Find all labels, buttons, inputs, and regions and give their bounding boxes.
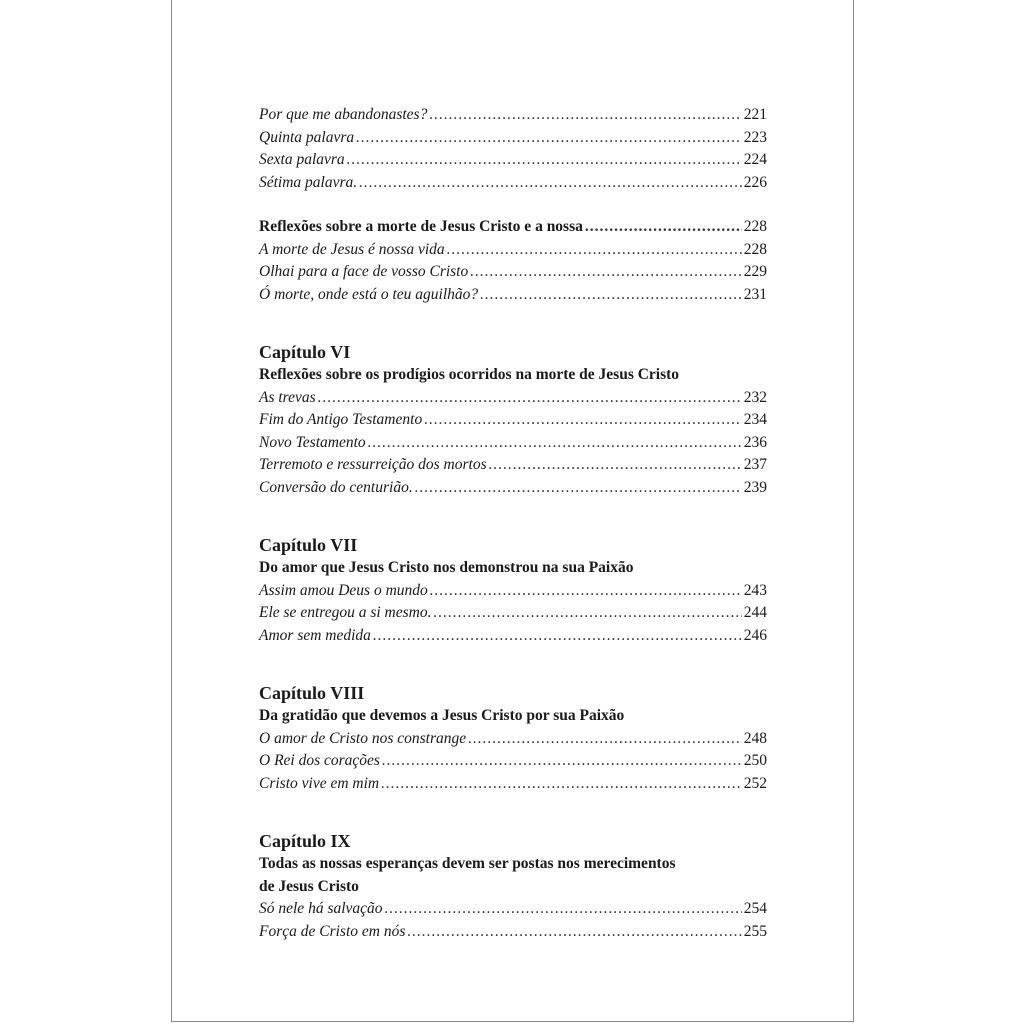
toc-leader-dots: [318, 387, 742, 410]
toc-entry-page: 224: [743, 151, 767, 168]
toc-entry-title: Novo Testamento: [259, 433, 366, 451]
toc-entry-page: 250: [743, 752, 767, 769]
toc-entry: [259, 750, 767, 773]
toc-leader-dots: [447, 239, 742, 262]
toc-entry-title: Ele se entregou a si mesmo.: [259, 604, 432, 621]
toc-entry: [259, 580, 767, 603]
toc-entry: [259, 773, 767, 796]
toc-section-heading: [259, 216, 767, 239]
toc-entry: [259, 409, 767, 432]
toc-entry: [259, 284, 767, 307]
toc-entry: [259, 387, 767, 410]
chapter-title: Todas as nossas esperanças devem ser postas nos merecimentos: [259, 855, 676, 872]
toc-entry-page: 226: [743, 173, 767, 191]
chapter-label: Capítulo VIII: [259, 683, 365, 703]
toc-entry-title: Fim do Antigo Testamento: [259, 411, 423, 428]
toc-entry-title: O amor de Cristo nos constrange: [259, 729, 467, 747]
toc-entry-title: Sétima palavra.: [259, 173, 358, 191]
toc-entry-title: Conversão do centurião.: [259, 478, 413, 496]
toc-entry-page: 234: [743, 411, 767, 428]
toc-entry-title: Só nele há salvação: [259, 900, 383, 917]
toc-entry-page: 236: [743, 433, 767, 451]
toc-leader-dots: [385, 898, 742, 921]
toc-entry: [259, 104, 767, 127]
toc-entry-page: 244: [743, 604, 767, 621]
toc-leader-dots: [382, 750, 742, 773]
toc-entry: [259, 921, 767, 944]
toc-leader-dots: [480, 284, 742, 307]
toc-entry-page: 223: [743, 128, 767, 146]
toc-entry-title: Assim amou Deus o mundo: [259, 581, 428, 599]
toc-entry: [259, 149, 767, 172]
toc-entry-title: Cristo vive em mim: [259, 774, 380, 792]
toc-leader-dots: [407, 921, 741, 944]
toc-entry-title: Por que me abandonastes?: [259, 106, 428, 123]
toc-entry-page: 248: [743, 729, 767, 747]
chapter-title-continued: de Jesus Cristo: [259, 877, 359, 895]
chapter-label: Capítulo VII: [259, 535, 358, 555]
toc-leader-dots: [359, 172, 742, 195]
toc-entry: [259, 625, 767, 648]
toc-entry: [259, 172, 767, 195]
toc-entry-title: Força de Cristo em nós: [259, 922, 406, 940]
toc-entry-page: 243: [743, 581, 767, 599]
toc-leader-dots: [585, 216, 742, 239]
toc-entry-title: Quinta palavra: [259, 128, 355, 146]
toc-leader-dots: [468, 728, 742, 751]
toc-entry: [259, 127, 767, 150]
toc-leader-dots: [356, 127, 742, 150]
toc-entry-page: 221: [743, 106, 767, 123]
toc-entry-title: Olhai para a face de vosso Cristo: [259, 263, 469, 280]
toc-entry-page: 255: [743, 922, 767, 940]
chapter-title: Da gratidão que devemos a Jesus Cristo por sua Paixão: [259, 707, 625, 724]
chapter-label: Capítulo IX: [259, 831, 351, 851]
toc-leader-dots: [430, 580, 742, 603]
toc-entry-title: Ó morte, onde está o teu aguilhão?: [259, 285, 479, 303]
toc-leader-dots: [489, 454, 742, 477]
toc-leader-dots: [373, 625, 742, 648]
toc-entry: [259, 239, 767, 262]
toc-heading-title: Reflexões sobre a morte de Jesus Cristo e a nossa: [259, 218, 583, 235]
toc-entry-page: 252: [743, 774, 767, 792]
toc-entry-page: 254: [743, 900, 767, 917]
toc-leader-dots: [368, 432, 742, 455]
toc-entry: [259, 261, 767, 284]
toc-entry: [259, 432, 767, 455]
toc-entry: [259, 602, 767, 625]
toc-leader-dots: [470, 261, 742, 284]
toc-entry-page: 228: [743, 240, 767, 258]
toc-leader-dots: [424, 409, 742, 432]
toc-entry-page: 239: [743, 478, 767, 496]
toc-entry-title: As trevas: [259, 388, 316, 406]
toc-entry-title: Amor sem medida: [259, 626, 371, 644]
table-of-contents: [259, 104, 767, 943]
toc-leader-dots: [429, 104, 741, 127]
toc-leader-dots: [381, 773, 742, 796]
toc-leader-dots: [433, 602, 741, 625]
toc-entry: [259, 898, 767, 921]
chapter-title: Reflexões sobre os prodígios ocorridos na morte de Jesus Cristo: [259, 366, 680, 383]
toc-entry: [259, 728, 767, 751]
toc-entry: [259, 477, 767, 500]
toc-heading-page: 228: [743, 218, 767, 235]
toc-entry-page: 237: [743, 456, 767, 473]
chapter-label: Capítulo VI: [259, 342, 351, 362]
toc-entry-title: Sexta palavra: [259, 151, 345, 168]
toc-entry-page: 229: [743, 263, 767, 280]
toc-entry: [259, 454, 767, 477]
toc-entry-page: 232: [743, 388, 767, 406]
toc-entry-title: Terremoto e ressurreição dos mortos: [259, 456, 487, 473]
toc-leader-dots: [415, 477, 742, 500]
chapter-title: Do amor que Jesus Cristo nos demonstrou na sua Paixão: [259, 559, 634, 576]
toc-leader-dots: [347, 149, 742, 172]
toc-entry-title: A morte de Jesus é nossa vida: [259, 240, 445, 258]
toc-entry-page: 231: [743, 285, 767, 303]
toc-entry-page: 246: [743, 626, 767, 644]
toc-entry-title: O Rei dos corações: [259, 752, 380, 769]
